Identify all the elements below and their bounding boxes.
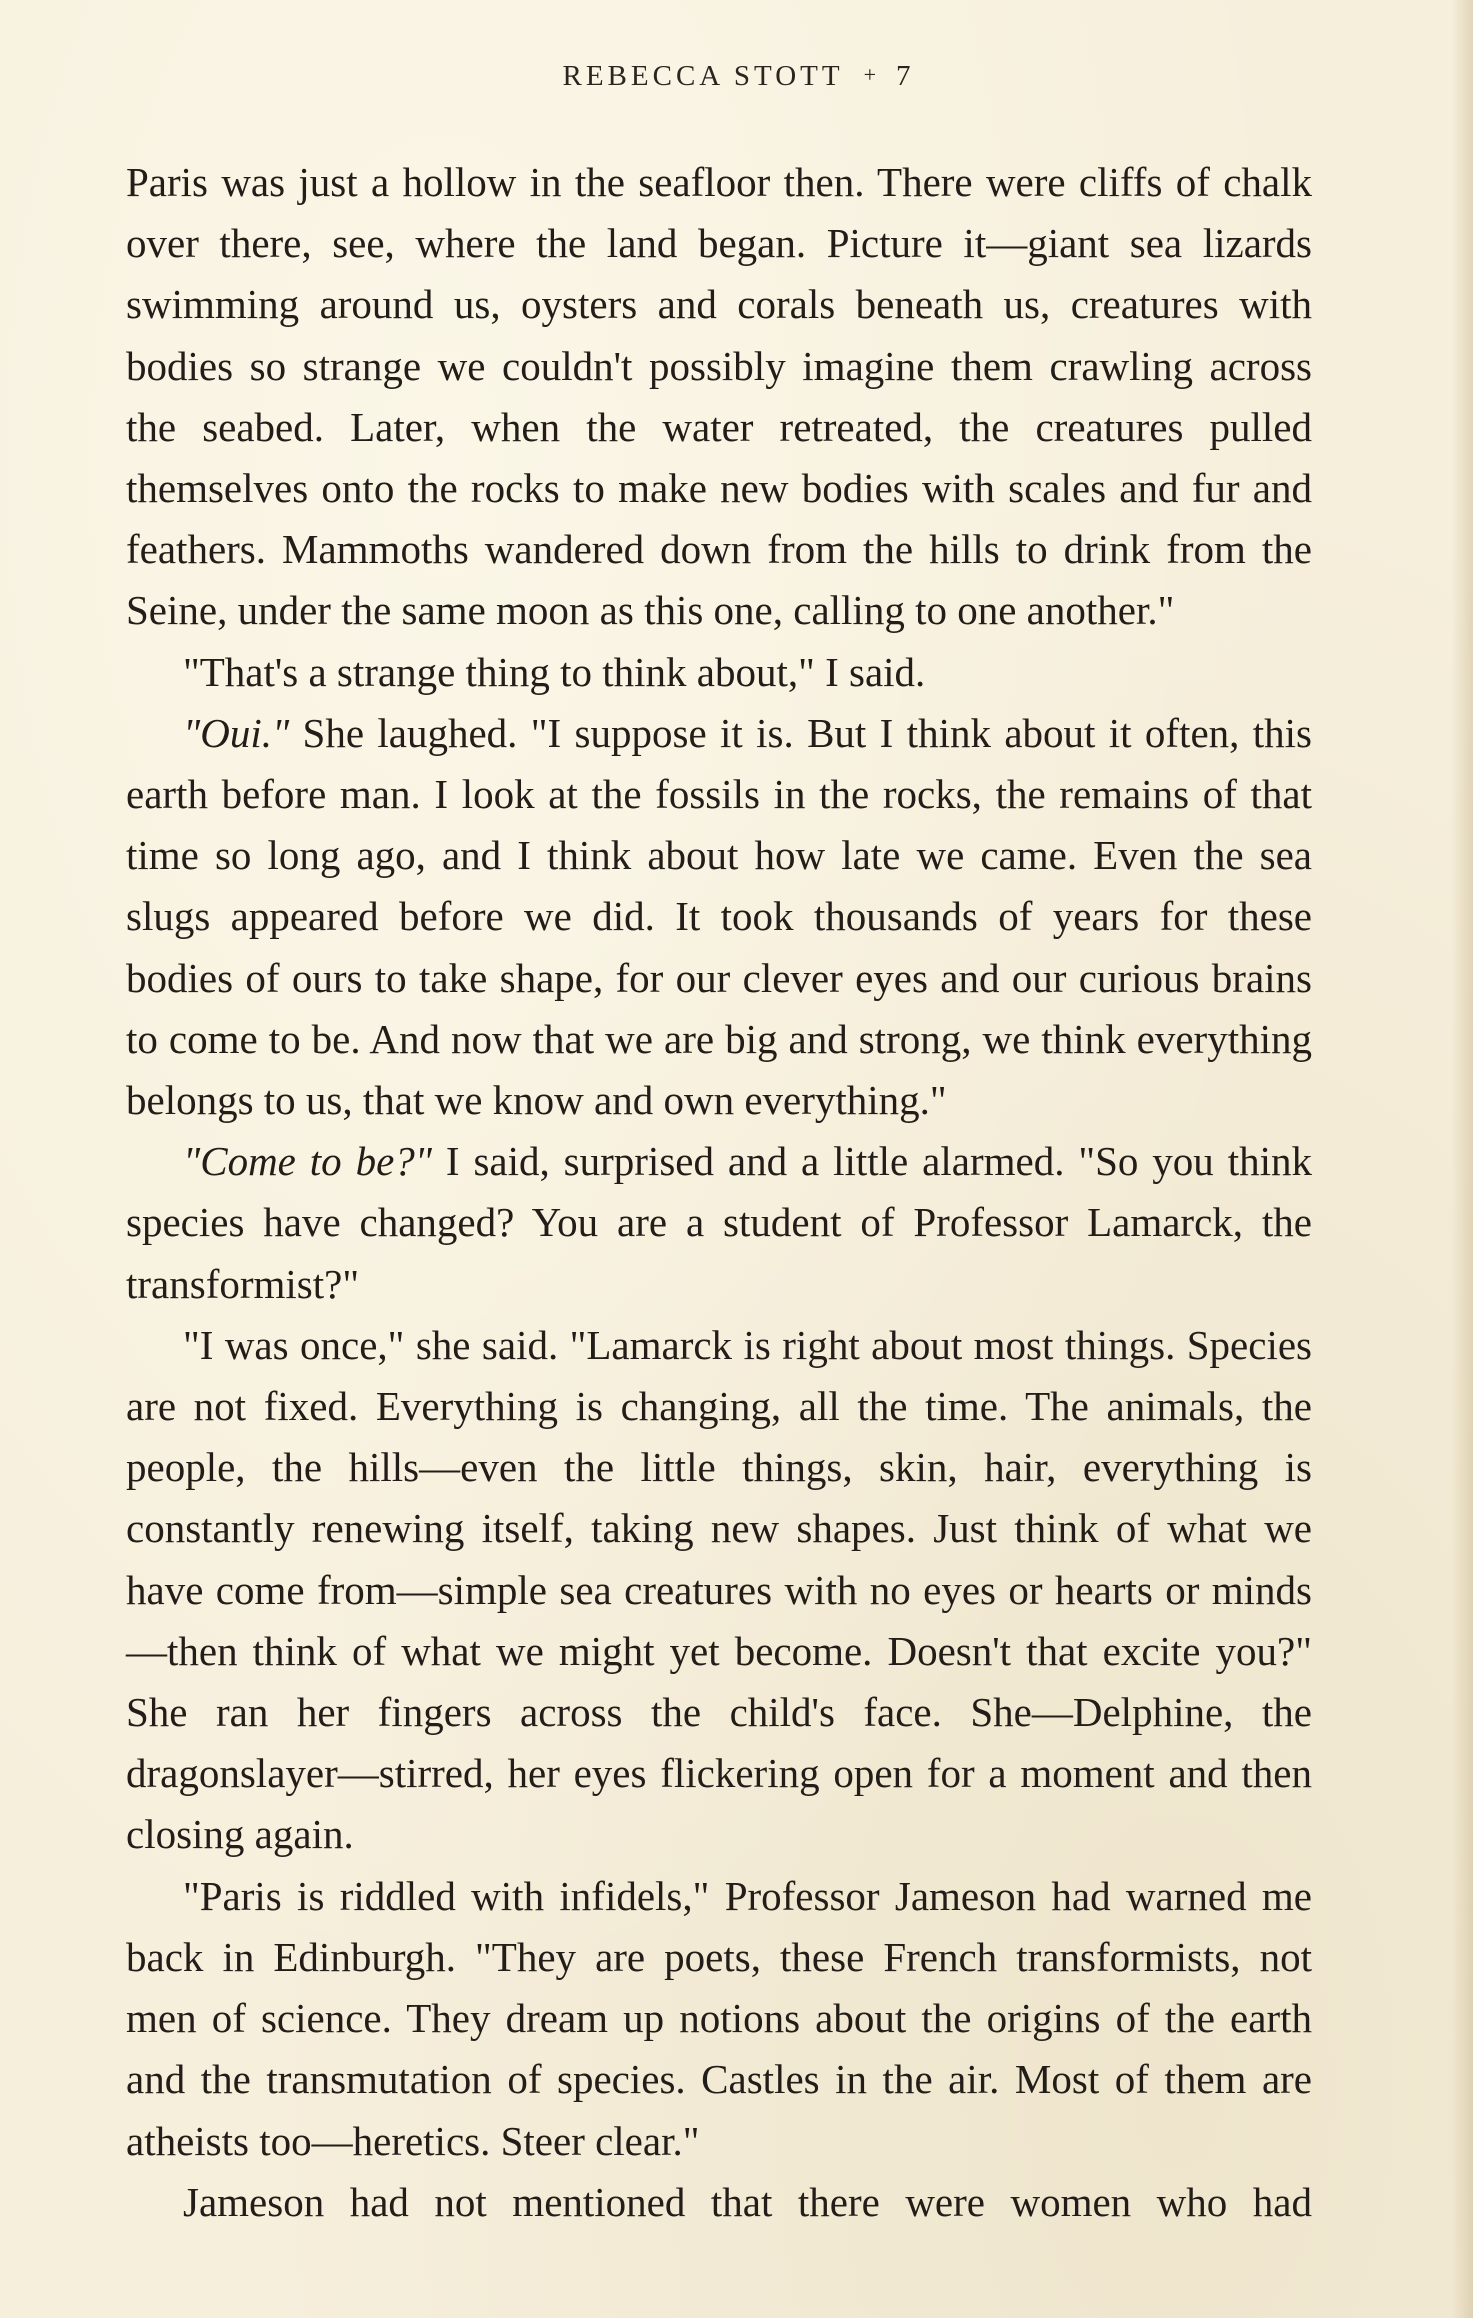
paragraph-4-text: I said, surprised and a little alarmed. "So you think species have changed? You are a student of Professor Lamarck, the transformist?" <box>126 1138 1312 1307</box>
body-text <box>126 152 1312 2233</box>
page-edge-shadow <box>1451 0 1473 2318</box>
paragraph-2: "That's a strange thing to think about," I said. <box>183 648 926 695</box>
author-name: REBECCA STOTT <box>562 60 844 92</box>
page-number: 7 <box>896 60 911 92</box>
separator-glyph: + <box>863 62 876 87</box>
paragraph-4 <box>126 1131 1312 1315</box>
paragraph-6: "Paris is riddled with infidels," Professor Jameson had warned me back in Edinburgh. "They are poets, these French transformists, not men of science. They dream up notions about the origins of the earth and the transmutation of species. Castles in the air. Most of them are atheists too—heretics. Steer clear." <box>126 1872 1312 2164</box>
paragraph-1: Paris was just a hollow in the seafloor then. There were cliffs of chalk over there, see, where the land began. Picture it—giant sea lizards swimming around us, oysters and corals beneath us, creatures with bodies so strange we couldn't possibly imagine them crawling across the seabed. Later, when the water retreated, the creatures pulled themselves onto the rocks to make new bodies with scales and fur and feathers. Mammoths wandered down from the hills to drink from the Seine, under the same moon as this one, calling to one another." <box>126 159 1312 634</box>
paragraph-3-text: She laughed. "I suppose it is. But I think about it often, this earth before man. I look at the fossils in the rocks, the remains of that time so long ago, and I think about how late we came. Even the sea slugs appeared before we did. It took thousands of years for these bodies of ours to take shape, for our clever eyes and our curious brains to come to be. And now that we are big and strong, we think everything belongs to us, that we know and own everything." <box>126 709 1312 1124</box>
italic-lead-come-to-be: "Come to be?" <box>183 1138 432 1185</box>
running-head <box>0 60 1473 93</box>
italic-lead-oui: "Oui." <box>183 709 290 756</box>
paragraph-7: Jameson had not mentioned that there were women who had <box>183 2178 1312 2225</box>
paragraph-5: "I was once," she said. "Lamarck is right about most things. Species are not fixed. Everything is changing, all the time. The animals, the people, the hills—even the little things, skin, hair, everything is constantly renewing itself, taking new shapes. Just think of what we have come from—simple sea creatures with no eyes or hearts or minds—then think of what we might yet become. Doesn't that excite you?" She ran her fingers across the child's face. She—Delphine, the dragonslayer—stirred, her eyes flickering open for a moment and then closing again. <box>126 1321 1312 1858</box>
paragraph-3 <box>126 703 1312 1131</box>
